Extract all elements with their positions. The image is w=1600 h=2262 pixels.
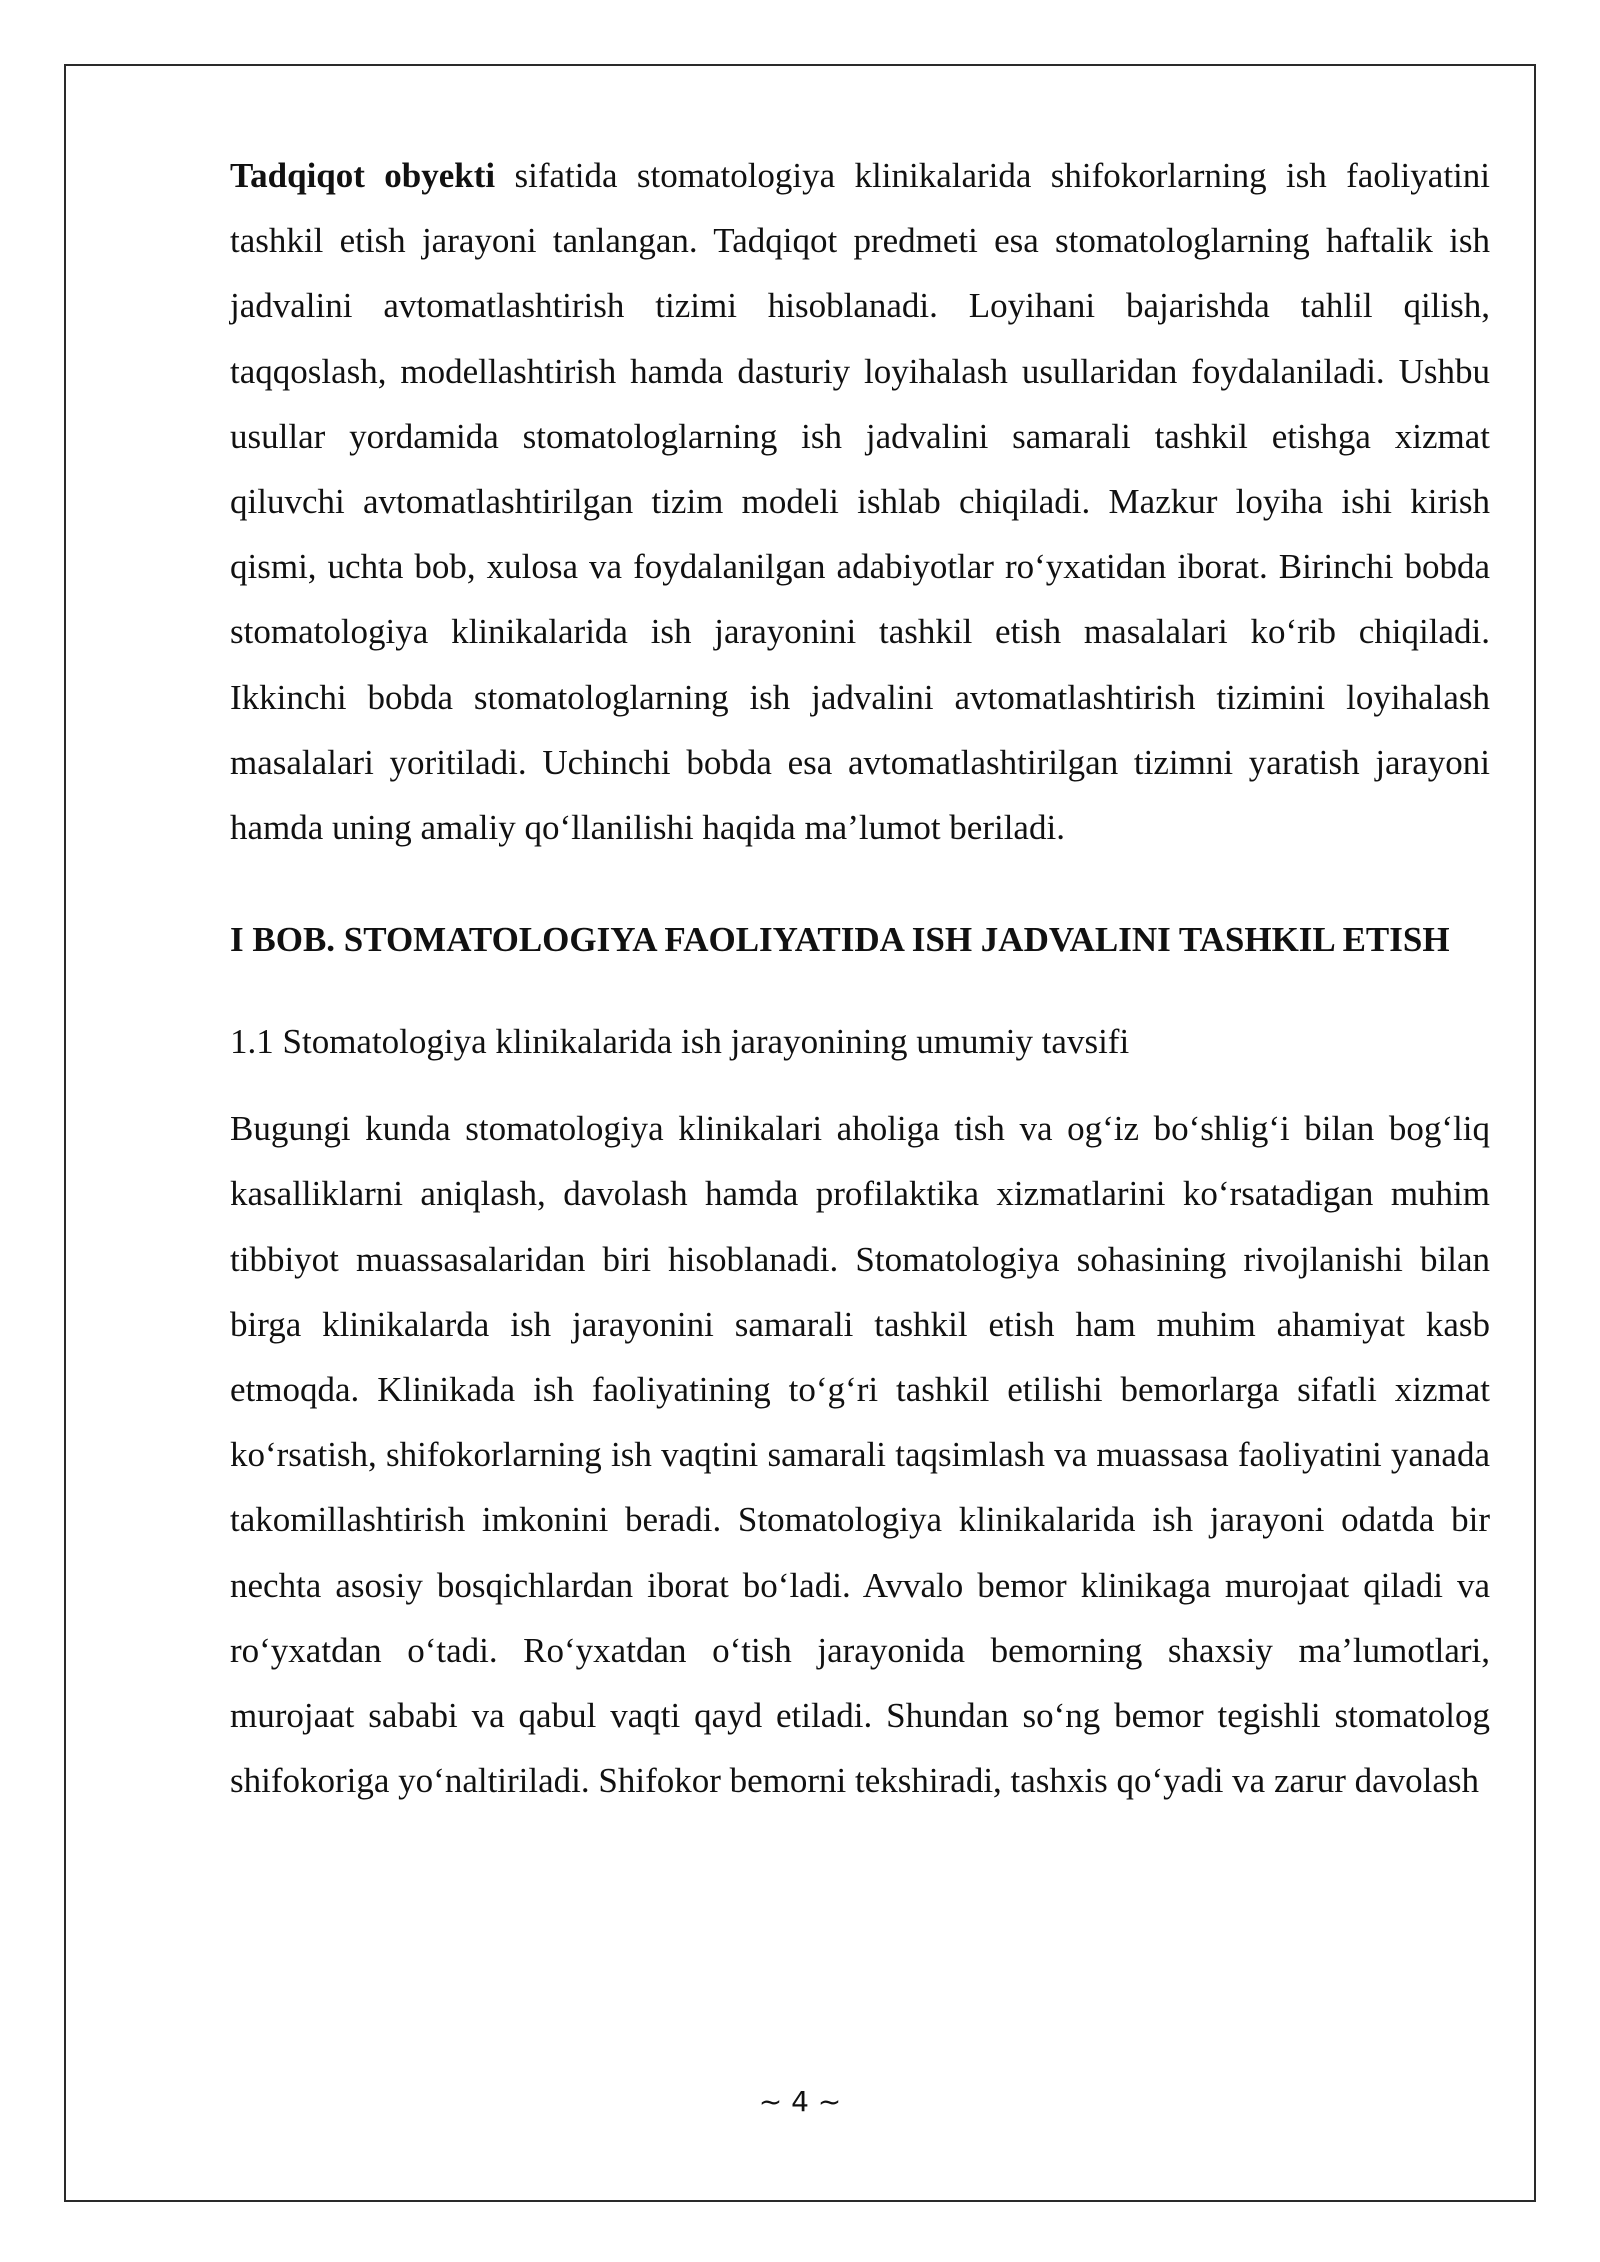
chapter-heading: I BOB. STOMATOLOGIYA FAOLIYATIDA ISH JADVALINI TASHKIL ETISH bbox=[230, 920, 1450, 960]
page-number: ~ 4 ~ bbox=[758, 2085, 842, 2118]
intro-paragraph bbox=[230, 143, 1490, 860]
intro-bold-lead: Tadqiqot obyekti bbox=[230, 156, 496, 195]
page-content bbox=[230, 143, 1490, 1813]
body-paragraph: Bugungi kunda stomatologiya klinikalari aholiga tish va og‘iz bo‘shlig‘i bilan bog‘liq kasalliklarni aniqlash, davolash hamda profilaktika xizmatlarini ko‘rsatadigan muhim tibbiyot muassasalaridan biri hisoblanadi. Stomatologiya sohasining rivojlanishi bilan birga klinikalarda ish jarayonini samarali tashkil etish ham muhim ahamiyat kasb etmoqda. Klinikada ish faoliyatining to‘g‘ri tashkil etilishi bemorlarga sifatli xizmat ko‘rsatish, shifokorlarning ish vaqtini samarali taqsimlash va muassasa faoliyatini yanada takomillashtirish imkonini beradi. Stomatologiya klinikalarida ish jarayoni odatda bir nechta asosiy bosqichlardan iborat bo‘ladi. Avvalo bemor klinikaga murojaat qiladi va ro‘yxatdan o‘tadi. Ro‘yxatdan o‘tish jarayonida bemorning shaxsiy ma’lumotlari, murojaat sababi va qabul vaqti qayd etiladi. Shundan so‘ng bemor tegishli stomatolog shifokoriga yo‘naltiriladi. Shifokor bemorni tekshiradi, tashxis qo‘yadi va zarur davolash bbox=[230, 1109, 1490, 1801]
intro-text: sifatida stomatologiya klinikalarida shifokorlarning ish faoliyatini tashkil etish jarayoni tanlangan. Tadqiqot predmeti esa stomatologlarning haftalik ish jadvalini avtomatlashtirish tizimi hisoblanadi. Loyihani bajarishda tahlil qilish, taqqoslash, modellashtirish hamda dasturiy loyihalash usullaridan foydalaniladi. Ushbu usullar yordamida stomatologlarning ish jadvalini samarali tashkil etishga xizmat qiluvchi avtomatlashtirilgan tizim modeli ishlab chiqiladi. Mazkur loyiha ishi kirish qismi, uchta bob, xulosa va foydalanilgan adabiyotlar ro‘yxatidan iborat. Birinchi bobda stomatologiya klinikalarida ish jarayonini tashkil etish masalalari ko‘rib chiqiladi. Ikkinchi bobda stomatologlarning ish jadvalini avtomatlashtirish tizimini loyihalash masalalari yoritiladi. Uchinchi bobda esa avtomatlashtirilgan tizimni yaratish jarayoni hamda uning amaliy qo‘llanilishi haqida ma’lumot beriladi. bbox=[230, 156, 1490, 848]
section-heading: 1.1 Stomatologiya klinikalarida ish jarayonining umumiy tavsifi bbox=[230, 1022, 1130, 1062]
